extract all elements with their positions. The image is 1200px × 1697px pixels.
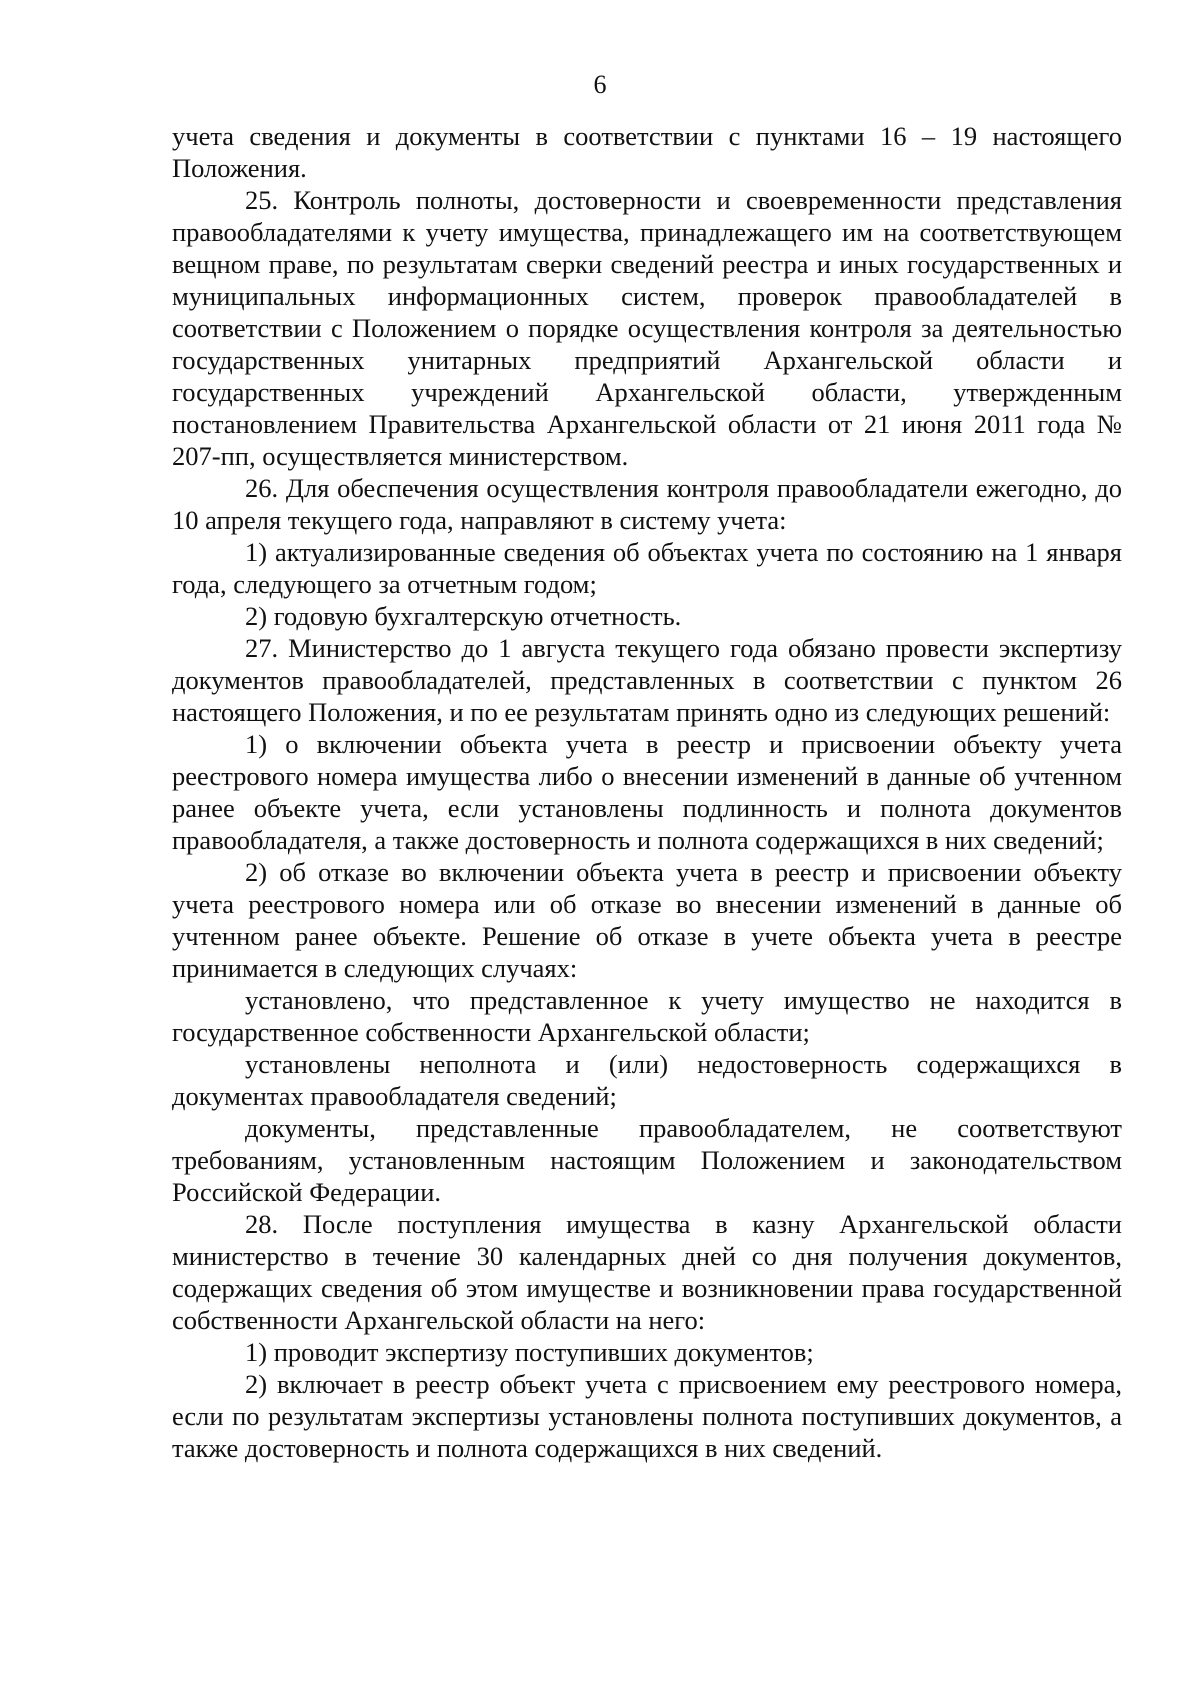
paragraph: учета сведения и документы в соответствии с пунктами 16 – 19 настоящего Положения. [172, 121, 1122, 183]
paragraph: 27. Министерство до 1 августа текущего года обязано провести экспертизу документов правообладателей, представленных в соответствии с пунктом 26 настоящего Положения, и по ее результатам принять одно из следующих решений: [172, 633, 1122, 727]
document-body [172, 120, 1122, 1464]
paragraph: документы, представленные правообладателем, не соответствуют требованиям, установленным настоящим Положением и законодательством Российской Федерации. [172, 1113, 1122, 1207]
paragraph: установлены неполнота и (или) недостоверность содержащихся в документах правообладателя сведений; [172, 1049, 1122, 1111]
paragraph: 26. Для обеспечения осуществления контроля правообладатели ежегодно, до 10 апреля текущего года, направляют в систему учета: [172, 473, 1122, 535]
paragraph: 25. Контроль полноты, достоверности и своевременности представления правообладателями к учету имущества, принадлежащего им на соответствующем вещном праве, по результатам сверки сведений реестра и иных государственных и муниципальных информационных систем, проверок правообладателей в соответствии с Положением о порядке осуществления контроля за деятельностью государственных унитарных предприятий Архангельской области и государственных учреждений Архангельской области, утвержденным постановлением Правительства Архангельской области от 21 июня 2011 года № 207-пп, осуществляется министерством. [172, 185, 1122, 471]
page-number: 6 [593, 70, 607, 99]
paragraph: 2) годовую бухгалтерскую отчетность. [245, 601, 682, 631]
paragraph: 1) о включении объекта учета в реестр и присвоении объекту учета реестрового номера имущества либо о внесении изменений в данные об учтенном ранее объекте учета, если установлены подлинность и полнота документов правообладателя, а также достоверность и полнота содержащихся в них сведений; [172, 729, 1122, 855]
paragraph: 1) проводит экспертизу поступивших документов; [245, 1337, 814, 1367]
paragraph: 28. После поступления имущества в казну Архангельской области министерство в течение 30 календарных дней со дня получения документов, содержащих сведения об этом имуществе и возникновении права государственной собственности Архангельской области на него: [172, 1209, 1122, 1335]
paragraph: установлено, что представленное к учету имущество не находится в государственное собственности Архангельской области; [172, 985, 1122, 1047]
paragraph: 2) включает в реестр объект учета с присвоением ему реестрового номера, если по результатам экспертизы установлены полнота поступивших документов, а также достоверность и полнота содержащихся в них сведений. [172, 1369, 1122, 1463]
paragraph: 1) актуализированные сведения об объектах учета по состоянию на 1 января года, следующего за отчетным годом; [172, 537, 1122, 599]
paragraph: 2) об отказе во включении объекта учета в реестр и присвоении объекту учета реестрового номера или об отказе во внесении изменений в данные об учтенном ранее объекте. Решение об отказе в учете объекта учета в реестре принимается в следующих случаях: [172, 857, 1122, 983]
